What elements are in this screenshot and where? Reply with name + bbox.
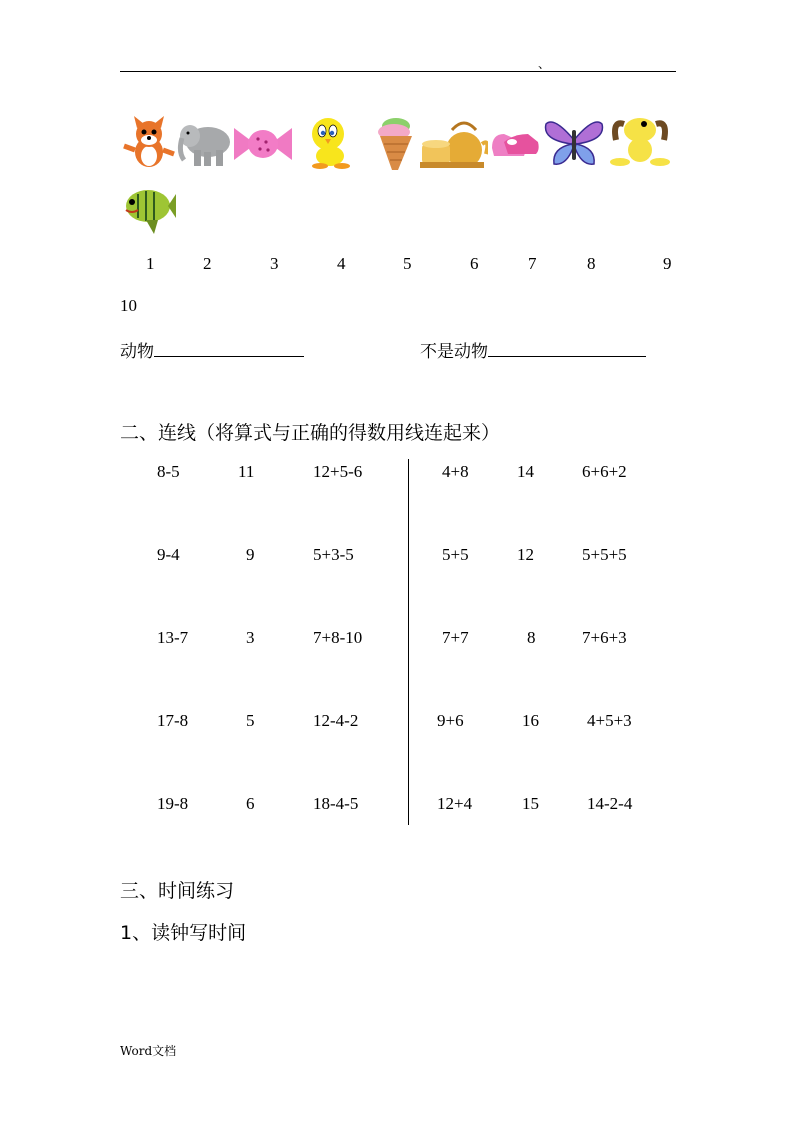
picture-number: 7 [528,254,537,273]
picture-number: 9 [663,254,672,273]
animal-answer-row [120,337,304,362]
left-expression[interactable]: 8-5 [157,462,180,481]
picture-number: 5 [403,254,412,273]
butterfly-picture [542,116,606,168]
right-expression[interactable]: 5+5 [442,545,469,564]
picture-number: 10 [120,296,137,315]
not-animal-label: 不是动物 [420,342,488,362]
section-2-title: 二、连线（将算式与正确的得数用线连起来） [120,422,501,444]
left-answer[interactable]: 6 [246,794,255,813]
animal-label: 动物 [120,342,154,362]
fox-picture [120,114,178,170]
left-expression[interactable]: 19-8 [157,794,189,813]
right-expression[interactable]: 5+5+5 [582,545,627,564]
not-animal-answer-blank[interactable] [488,342,646,357]
section-3-subtitle: 1、读钟写时间 [120,922,247,944]
left-expression[interactable]: 12+5-6 [313,462,363,481]
right-expression[interactable]: 9+6 [437,711,464,730]
left-expression[interactable]: 9-4 [157,545,180,564]
right-answer[interactable]: 15 [522,794,539,813]
left-answer[interactable]: 5 [246,711,255,730]
picture-number: 3 [270,254,279,273]
picture-number: 1 [146,254,155,273]
shoes-picture [488,124,542,164]
right-answer[interactable]: 14 [517,462,534,481]
right-answer[interactable]: 12 [517,545,534,564]
dog-picture [606,112,672,168]
left-answer[interactable]: 9 [246,545,255,564]
right-answer[interactable]: 16 [522,711,539,730]
not-animal-answer-row [420,337,646,362]
right-expression[interactable]: 7+6+3 [582,628,627,647]
right-expression[interactable]: 6+6+2 [582,462,627,481]
ice-cream-picture [372,114,420,172]
candy-picture [232,120,294,166]
left-expression[interactable]: 17-8 [157,711,189,730]
column-divider [408,459,409,825]
header-mark: 、 [538,57,551,71]
picture-number: 6 [470,254,479,273]
page-footer: Word文档 [120,1044,177,1058]
right-expression[interactable]: 4+8 [442,462,469,481]
right-expression[interactable]: 12+4 [437,794,473,813]
header-rule [120,71,676,72]
left-expression[interactable]: 5+3-5 [313,545,354,564]
left-expression[interactable]: 7+8-10 [313,628,363,647]
picture-number: 4 [337,254,346,273]
left-expression[interactable]: 18-4-5 [313,794,359,813]
elephant-picture [176,116,234,170]
picture-number: 2 [203,254,212,273]
fish-picture [118,180,176,238]
left-expression[interactable]: 12-4-2 [313,711,359,730]
right-expression[interactable]: 4+5+3 [587,711,632,730]
left-answer[interactable]: 11 [238,462,255,481]
section-3-title: 三、时间练习 [120,880,235,902]
right-expression[interactable]: 14-2-4 [587,794,633,813]
animal-answer-blank[interactable] [154,342,304,357]
bird-picture [298,112,364,172]
left-expression[interactable]: 13-7 [157,628,189,647]
right-answer[interactable]: 8 [527,628,536,647]
left-answer[interactable]: 3 [246,628,255,647]
right-expression[interactable]: 7+7 [442,628,469,647]
teapot-picture [420,114,488,172]
picture-number: 8 [587,254,596,273]
